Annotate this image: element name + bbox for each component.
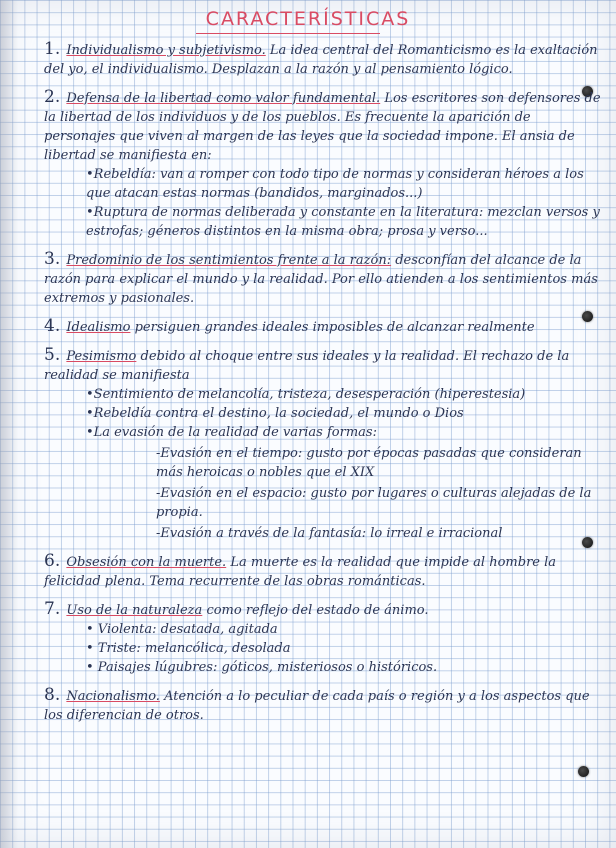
binder-hole-icon [578, 766, 589, 777]
section-text: desconfían del alcance de la razón para explicar el mundo y la realidad. Por ello atienden a los sentimientos más extremos y pasionales. [44, 253, 598, 306]
section-4 [44, 317, 604, 337]
section-text: La muerte es la realidad que impide al hombre la felicidad plena. Tema recurrente de las obras románticas. [44, 555, 557, 589]
section-7 [44, 600, 604, 677]
section-text: debido al choque entre sus ideales y la realidad. El rechazo de la realidad se manifiesta [44, 349, 570, 383]
section-text: Atención a lo peculiar de cada país o región y a los aspectos que los diferencian de otros. [44, 689, 590, 723]
section-number: 3. [44, 249, 61, 269]
section-5 [44, 346, 604, 543]
section-text: La idea central del Romanticismo es la exaltación del yo, el individualismo. Desplazan a la razón y al pensamiento lógico. [44, 43, 598, 77]
section-number: 6. [44, 551, 61, 571]
list-item: •Sentimiento de melancolía, tristeza, desesperación (hiperestesia) [86, 387, 526, 402]
section-heading: Defensa de la libertad como valor fundamental. [66, 91, 381, 106]
section-number: 4. [44, 316, 61, 336]
section-text: Los escritores son defensores de la libertad de los individuos y de los pueblos. Es frecuente la aparición de personajes que viven al margen de las leyes que la sociedad impone. El ansia de libertad se manifiesta en: [44, 91, 601, 163]
sub-list-item: -Evasión en el tiempo: gusto por épocas pasadas que consideran más heroicas o nobles que el XIX [156, 446, 582, 480]
section-number: 2. [44, 87, 61, 107]
section-1 [44, 40, 604, 79]
section-heading: Predominio de los sentimientos frente a la razón: [66, 253, 392, 268]
section-6 [44, 552, 604, 591]
notes-content [44, 40, 604, 734]
list-item: • Violenta: desatada, agitada [86, 622, 278, 637]
sub-list-item: -Evasión a través de la fantasía: lo irreal e irracional [156, 526, 503, 541]
page-title: CARACTERÍSTICAS [205, 8, 411, 30]
section-number: 1. [44, 39, 61, 59]
section-heading: Pesimismo [66, 349, 137, 364]
list-item: •Rebeldía: van a romper con todo tipo de normas y consideran héroes a los que atacan estas normas (bandidos, marginados...) [86, 167, 584, 201]
section-number: 5. [44, 345, 61, 365]
section-3 [44, 250, 604, 308]
section-2 [44, 88, 604, 241]
section-number: 7. [44, 599, 61, 619]
list-item: •La evasión de la realidad de varias formas: [86, 425, 377, 440]
section-heading: Nacionalismo. [66, 689, 160, 704]
section-8 [44, 686, 604, 725]
sub-list-item: -Evasión en el espacio: gusto por lugares o culturas alejadas de la propia. [156, 486, 592, 520]
section-heading: Obsesión con la muerte. [66, 555, 227, 570]
list-item: •Ruptura de normas deliberada y constante en la literatura: mezclan versos y estrofas; géneros distintos en la misma obra; prosa y verso... [86, 205, 600, 239]
section-heading: Idealismo [66, 320, 131, 335]
section-number: 8. [44, 685, 61, 705]
list-item: • Paisajes lúgubres: góticos, misteriosos o históricos. [86, 660, 438, 675]
section-heading: Uso de la naturaleza [66, 603, 203, 618]
title-underline [196, 33, 380, 34]
list-item: • Triste: melancólica, desolada [86, 641, 291, 656]
section-heading: Individualismo y subjetivismo. [66, 43, 266, 58]
list-item: •Rebeldía contra el destino, la sociedad, el mundo o Dios [86, 406, 464, 421]
section-text: persiguen grandes ideales imposibles de alcanzar realmente [134, 320, 535, 335]
section-text: como reflejo del estado de ánimo. [206, 603, 429, 618]
